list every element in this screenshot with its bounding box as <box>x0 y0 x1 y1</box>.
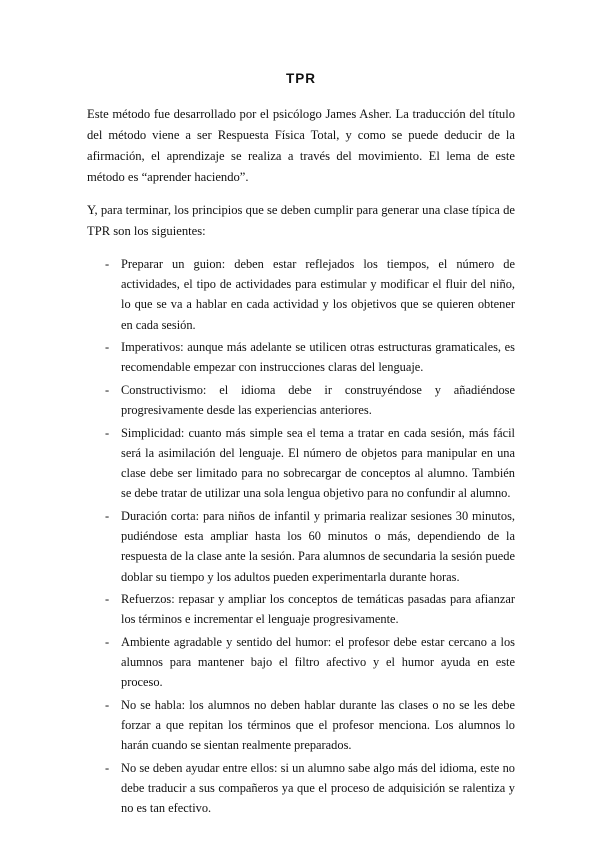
list-item <box>87 632 515 693</box>
bullet-dash: - <box>105 761 110 775</box>
bullet-dash: - <box>105 635 110 649</box>
bullet-dash: - <box>105 383 110 397</box>
bullet-dash: - <box>105 509 110 523</box>
document-title: TPR <box>286 71 316 86</box>
list-item <box>87 254 515 335</box>
bullet-dash: - <box>105 425 110 440</box>
principles-intro-paragraph: Y, para terminar, los principios que se deben cumplir para generar una clase típica de TPR son los siguientes: <box>87 203 515 238</box>
list-item-text: Constructivismo: el idioma debe ir construyéndose y añadiéndose progresivamente desde las experiencias anteriores. <box>121 383 515 418</box>
bullet-dash: - <box>105 698 110 712</box>
bullet-dash: - <box>105 592 110 607</box>
list-item-text: No se habla: los alumnos no deben hablar durante las clases o no se les debe forzar a que repitan los términos que el profesor menciona. Los alumnos lo harán cuando se sientan realmente preparados. <box>121 698 515 753</box>
list-item <box>87 589 515 629</box>
bullet-dash: - <box>105 257 110 271</box>
list-item-text: Imperativos: aunque más adelante se utilicen otras estructuras gramaticales, es recomendable empezar con instrucciones claras del lenguaje. <box>121 340 515 375</box>
list-item-text: No se deben ayudar entre ellos: si un alumno sabe algo más del idioma, este no debe traducir a sus compañeros ya que el proceso de adquisición se ralentiza y no es tan efectivo. <box>121 761 515 816</box>
intro-paragraph: Este método fue desarrollado por el psicólogo James Asher. La traducción del título del método viene a ser Respuesta Física Total, y como se puede deducir de la afirmación, el aprendizaje se realiza a través del movimiento. El lema de este método es “aprender haciendo”. <box>87 107 515 184</box>
list-item-text: Refuerzos: repasar y ampliar los conceptos de temáticas pasadas para afianzar los términos e incrementar el lenguaje progresivamente. <box>121 592 515 627</box>
bullet-dash: - <box>105 340 110 355</box>
list-item <box>87 337 515 377</box>
list-item-text: Ambiente agradable y sentido del humor: el profesor debe estar cercano a los alumnos para mantener bajo el filtro afectivo y el humor ayuda en este proceso. <box>121 635 515 690</box>
list-item-text: Preparar un guion: deben estar reflejados los tiempos, el número de actividades, el tipo de actividades para estimular y modificar el fluir del niño, lo que se va a hablar en cada actividad y los objetivos que se quieren obtener en cada sesión. <box>121 257 515 332</box>
list-item <box>87 506 515 587</box>
list-item <box>87 380 515 420</box>
list-item-text: Duración corta: para niños de infantil y primaria realizar sesiones 30 minutos, pudiéndose esta ampliar hasta los 60 minutos o más, dependiendo de la respuesta de la clase ante la sesión. Para alumnos de secundaria la sesión puede doblar su tiempo y los adultos pueden experimentarla durante horas. <box>121 509 515 584</box>
list-item-text: Simplicidad: cuanto más simple sea el tema a tratar en cada sesión, más fácil será la asimilación del lenguaje. El número de objetos para manipular en una clase debe ser limitado para no sobrecargar de conceptos al alumno. También se debe tratar de utilizar una sola lengua objetivo para no confundir al alumno. <box>121 425 515 501</box>
document-page <box>87 70 515 821</box>
list-item <box>87 758 515 819</box>
list-item <box>87 423 515 504</box>
list-item <box>87 695 515 756</box>
principles-list <box>87 254 515 819</box>
